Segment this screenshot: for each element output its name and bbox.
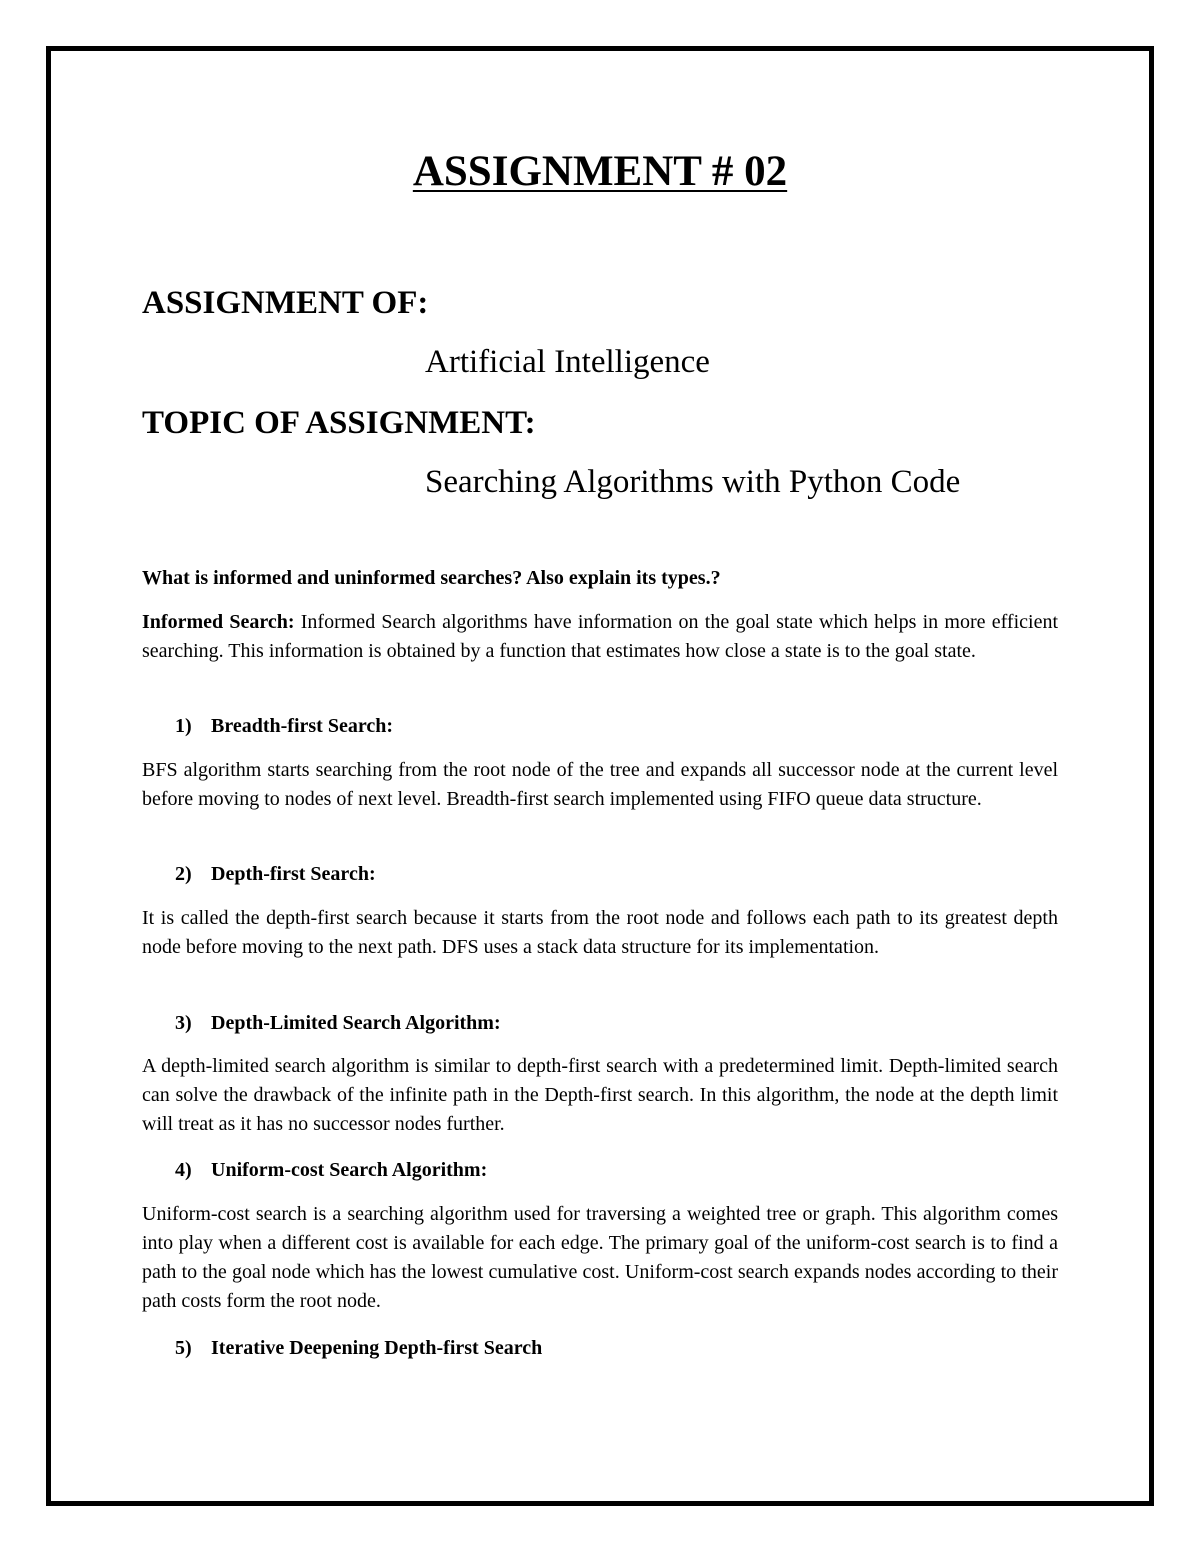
assignment-of-label: ASSIGNMENT OF: xyxy=(142,285,429,321)
informed-search-text: Informed Search algorithms have information on the goal state which helps in more efficient searching. This information is obtained by a function that estimates how close a state is to the goal state. xyxy=(142,611,1059,662)
item-title: Breadth-first Search: xyxy=(211,715,394,737)
item-title: Iterative Deepening Depth-first Search xyxy=(211,1337,543,1359)
informed-search-paragraph xyxy=(142,608,1058,666)
topic-value: Searching Algorithms with Python Code xyxy=(425,464,961,500)
question-heading: What is informed and uninformed searches? Also explain its types.? xyxy=(142,567,721,589)
item-paragraph-3: A depth-limited search algorithm is similar to depth-first search with a predetermined limit. Depth-limited search can solve the drawback of the infinite path in the Depth-first search. In this algorithm, the node at the depth limit will treat as it has no successor nodes further. xyxy=(142,1055,1058,1135)
topic-label: TOPIC OF ASSIGNMENT: xyxy=(142,405,536,441)
document-title xyxy=(0,146,1200,198)
item-paragraph-2: It is called the depth-first search because it starts from the root node and follows each path to its greatest depth node before moving to the next path. DFS uses a stack data structure for its implementation. xyxy=(142,907,1058,958)
item-heading-5 xyxy=(175,1336,542,1360)
item-title: Depth-Limited Search Algorithm: xyxy=(211,1012,501,1034)
document-title-text: ASSIGNMENT # 02 xyxy=(412,148,788,195)
item-number: 4) xyxy=(175,1159,192,1181)
item-heading-2 xyxy=(175,862,376,886)
item-title: Depth-first Search: xyxy=(211,863,376,885)
item-paragraph-1: BFS algorithm starts searching from the root node of the tree and expands all successor node at the current level before moving to nodes of next level. Breadth-first search implemented using FIFO queue data structure. xyxy=(142,759,1058,810)
item-number: 1) xyxy=(175,715,192,737)
item-heading-1 xyxy=(175,714,393,738)
item-heading-4 xyxy=(175,1158,487,1182)
item-number: 2) xyxy=(175,863,192,885)
informed-search-label: Informed Search: xyxy=(142,611,295,633)
item-title: Uniform-cost Search Algorithm: xyxy=(211,1159,488,1181)
item-number: 5) xyxy=(175,1337,192,1359)
item-heading-3 xyxy=(175,1011,501,1035)
assignment-of-value: Artificial Intelligence xyxy=(425,344,710,380)
item-number: 3) xyxy=(175,1012,192,1034)
item-paragraph-4: Uniform-cost search is a searching algorithm used for traversing a weighted tree or graph. This algorithm comes into play when a different cost is available for each edge. The primary goal of the uniform-cost search is to find a path to the goal node which has the lowest cumulative cost. Uniform-cost search expands nodes according to their path costs form the root node. xyxy=(142,1203,1058,1312)
